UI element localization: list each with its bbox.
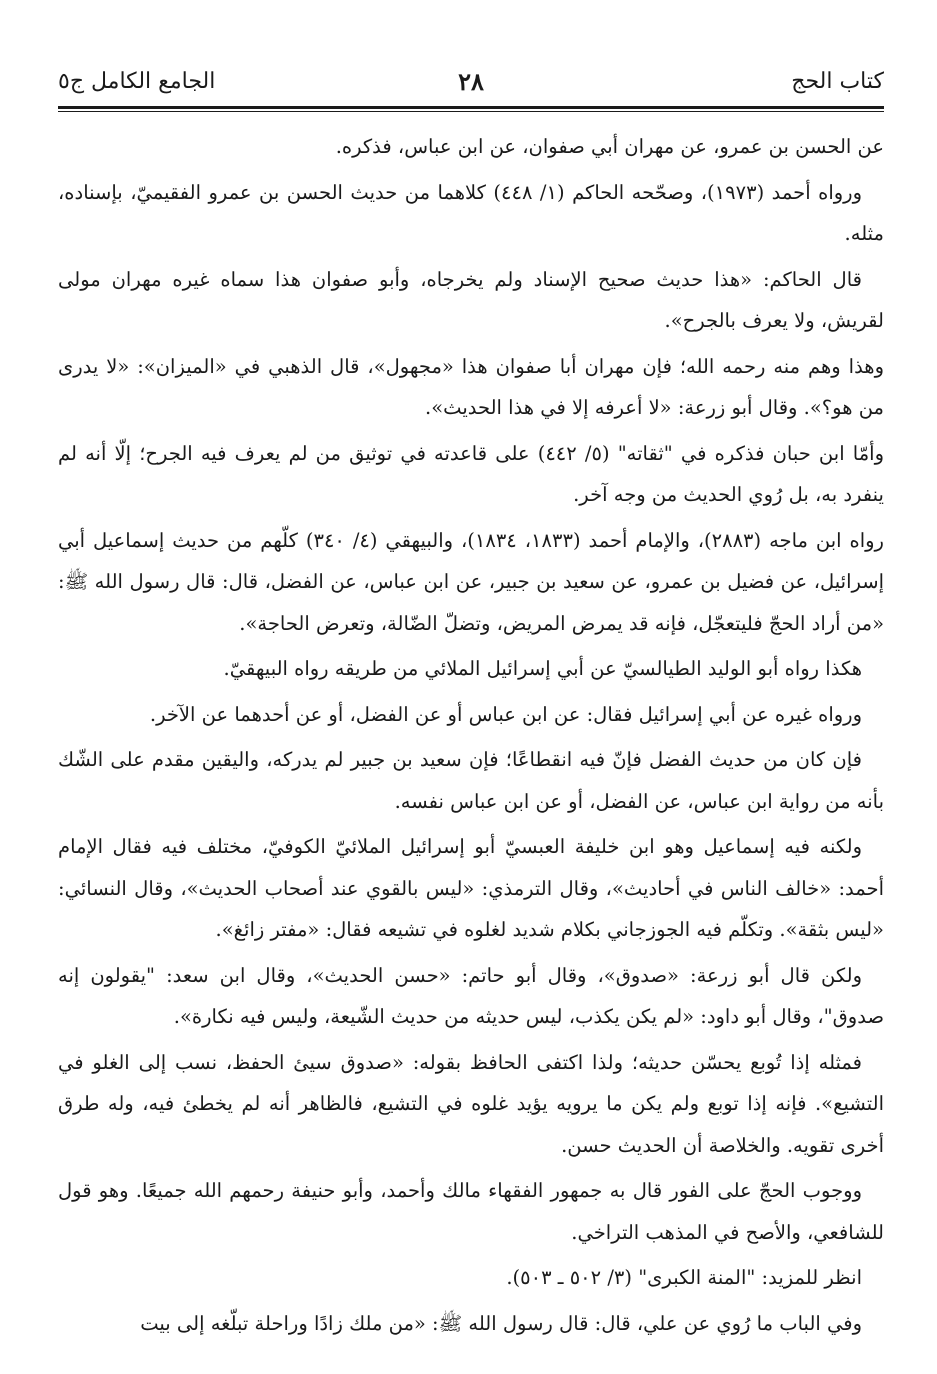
paragraph: قال الحاكم: «هذا حديث صحيح الإسناد ولم يخرجاه، وأبو صفوان هذا سماه غيره مهران مولى لقريش، ولا يعرف بالجرح». <box>58 267 884 332</box>
running-header <box>58 62 884 102</box>
paragraph: انظر للمزيد: "المنة الكبرى" (٣/ ٥٠٢ ـ ٥٠٣). <box>506 1266 862 1289</box>
paragraph: هكذا رواه أبو الوليد الطيالسيّ عن أبي إسرائيل الملائي من طريقه رواه البيهقيّ. <box>223 657 862 680</box>
header-rule-thin <box>58 111 884 112</box>
paragraph: ولكن قال أبو زرعة: «صدوق»، وقال أبو حاتم: «حسن الحديث»، وقال ابن سعد: "يقولون إنه صدوق"، وقال أبو داود: «لم يكن يكذب، ليس حديثه من حديث الشّيعة، وليس فيه نكارة». <box>58 963 884 1028</box>
page-body <box>58 126 884 1344</box>
paragraph: وفي الباب ما رُوي عن علي، قال: قال رسول الله ﷺ: «من ملك زادًا وراحلة تبلّغه إلى بيت <box>140 1311 862 1335</box>
chapter-title: كتاب الحج <box>791 69 884 94</box>
paragraph: عن الحسن بن عمرو، عن مهران أبي صفوان، عن ابن عباس، فذكره. <box>335 135 884 158</box>
paragraph: ورواه غيره عن أبي إسرائيل فقال: عن ابن عباس أو عن الفضل، أو عن أحدهما عن الآخر. <box>149 702 862 726</box>
header-rule-thick <box>58 106 884 109</box>
paragraph: ولكنه فيه إسماعيل وهو ابن خليفة العبسيّ أبو إسرائيل الملائيّ الكوفيّ، مختلف فيه فقال الإمام أحمد: «خالف الناس في أحاديث»، وقال الترمذي: «ليس بالقوي عند أصحاب الحديث»، وقال النسائي: «ليس بثقة». وتكلّم فيه الجوزجاني بكلام شديد لغلوه في تشيعه فقال: «مفتر زائغ». <box>58 835 884 941</box>
paragraph: وأمّا ابن حبان فذكره في "ثقاته" (٥/ ٤٤٢) على قاعدته في توثيق من لم يعرف فيه الجرح؛ إلّا أنه لم ينفرد به، بل رُوي الحديث من وجه آخر. <box>58 441 884 506</box>
page-number: ٢٨ <box>458 67 484 96</box>
paragraph: فإن كان من حديث الفضل فإنّ فيه انقطاعًا؛ فإن سعيد بن جبير لم يدركه، واليقين مقدم على الشّك بأنه من رواية ابن عباس، عن الفضل، أو عن ابن عباس نفسه. <box>58 748 884 813</box>
book-title: الجامع الكامل ج٥ <box>58 69 216 94</box>
paragraph: ورواه أحمد (١٩٧٣)، وصحّحه الحاكم (١/ ٤٤٨) كلاهما من حديث الحسن بن عمرو الفقيميّ، بإسناده، مثله. <box>58 180 884 245</box>
paragraph: ووجوب الحجّ على الفور قال به جمهور الفقهاء مالك وأحمد، وأبو حنيفة رحمهم الله جميعًا. وهو قول للشافعي، والأصح في المذهب التراخي. <box>58 1179 884 1244</box>
paragraph: رواه ابن ماجه (٢٨٨٣)، والإمام أحمد (١٨٣٣، ١٨٣٤)، والبيهقي (٤/ ٣٤٠) كلّهم من حديث إسماعيل أبي إسرائيل، عن فضيل بن عمرو، عن سعيد بن جبير، عن ابن عباس، عن الفضل، قال: قال رسول الله ﷺ: «من أراد الحجّ فليتعجّل، فإنه قد يمرض المريض، وتضلّ الضّالة، وتعرض الحاجة». <box>58 528 885 635</box>
book-page <box>58 62 884 1348</box>
paragraph: وهذا وهم منه رحمه الله؛ فإن مهران أبا صفوان هذا «مجهول»، قال الذهبي في «الميزان»: «لا يدرى من هو؟». وقال أبو زرعة: «لا أعرفه إلا في هذا الحديث». <box>58 354 884 419</box>
paragraph: فمثله إذا تُوبع يحسّن حديثه؛ ولذا اكتفى الحافظ بقوله: «صدوق سيئ الحفظ، نسب إلى الغلو في التشيع». فإنه إذا توبع ولم يكن ما يرويه يؤيد غلوه في التشيع، فالظاهر أنه لم يخطئ فيه، وله طرق أخرى تقويه. والخلاصة أن الحديث حسن. <box>58 1050 884 1157</box>
